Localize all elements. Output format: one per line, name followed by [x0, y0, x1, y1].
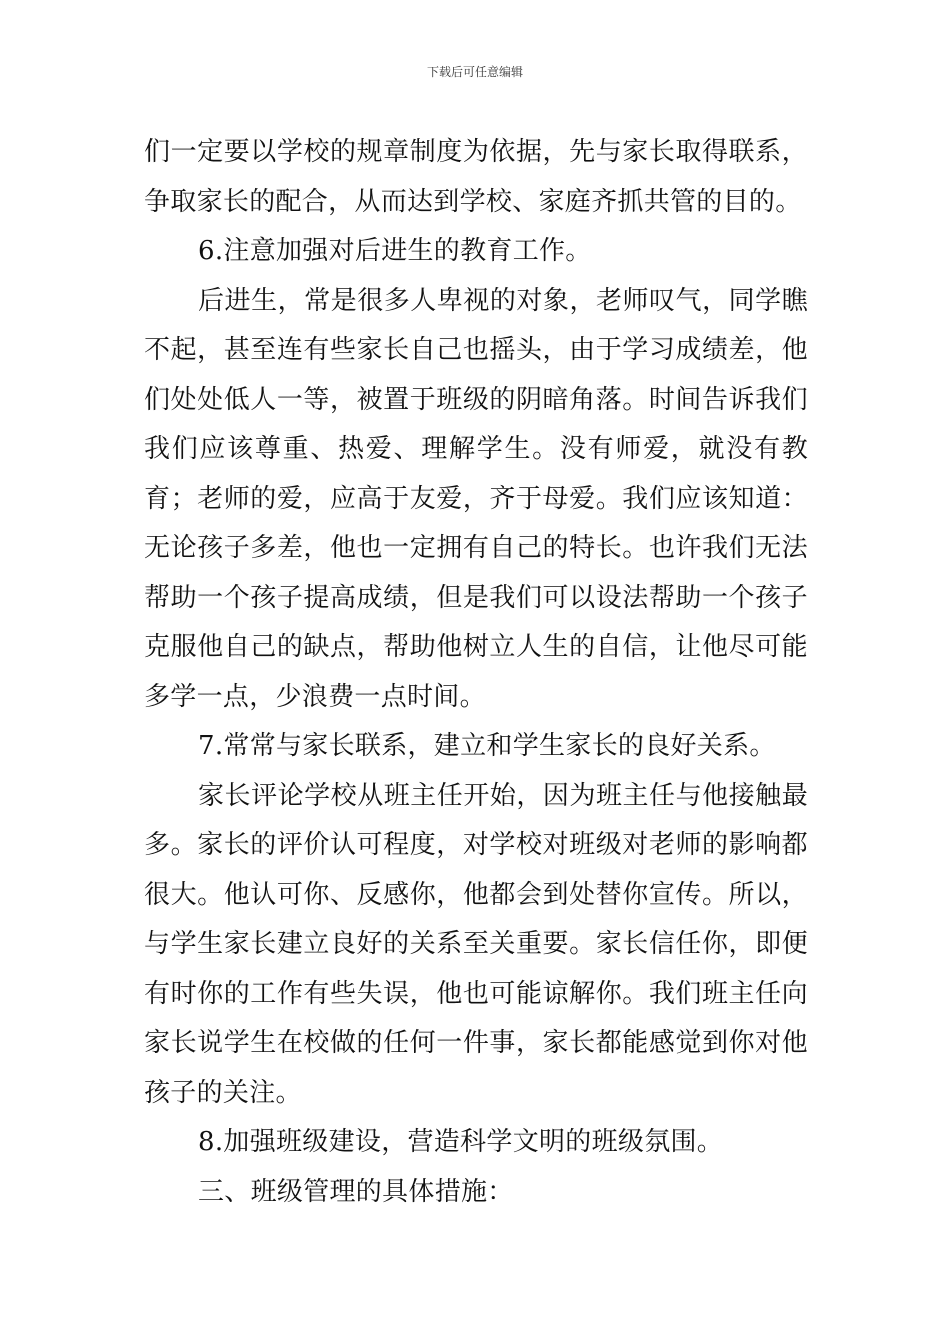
section-heading-3: 三、班级管理的具体措施：: [198, 1176, 514, 1207]
item-heading-7: 7.常常与家长联系，建立和学生家长的良好关系。: [198, 731, 776, 761]
paragraph-parents: 家长评论学校从班主任开始，因为班主任与他接触最多。家长的评价认可程度，对学校对班级对老师的影响都很大。他认可你、反感你，他都会到处替你宣传。所以，与学生家长建立良好的关系至关重要。家长信任你，即便有时你的工作有些失误，他也可能谅解你。我们班主任向家长说学生在校做的任何一件事，家长都能感觉到你对他孩子的关注。: [144, 780, 808, 1108]
item-heading-6: 6.注意加强对后进生的教育工作。: [198, 236, 592, 266]
item-heading-8: 8.加强班级建设，营造科学文明的班级氛围。: [198, 1127, 724, 1157]
paragraph-continuation: 们一定要以学校的规章制度为依据，先与家长取得联系，争取家长的配合，从而达到学校、家庭齐抓共管的目的。: [144, 137, 808, 217]
document-body: [144, 128, 808, 1217]
paragraph-underachievers: 后进生，常是很多人卑视的对象，老师叹气，同学瞧不起，甚至连有些家长自己也摇头，由于学习成绩差，他们处处低人一等，被置于班级的阴暗角落。时间告诉我们我们应该尊重、热爱、理解学生。没有师爱，就没有教育；老师的爱，应高于友爱，齐于母爱。我们应该知道：无论孩子多差，他也一定拥有自己的特长。也许我们无法帮助一个孩子提高成绩，但是我们可以设法帮助一个孩子克服他自己的缺点，帮助他树立人生的自信，让他尽可能多学一点，少浪费一点时间。: [144, 285, 808, 712]
page-header-note: 下载后可任意编辑: [426, 65, 523, 79]
